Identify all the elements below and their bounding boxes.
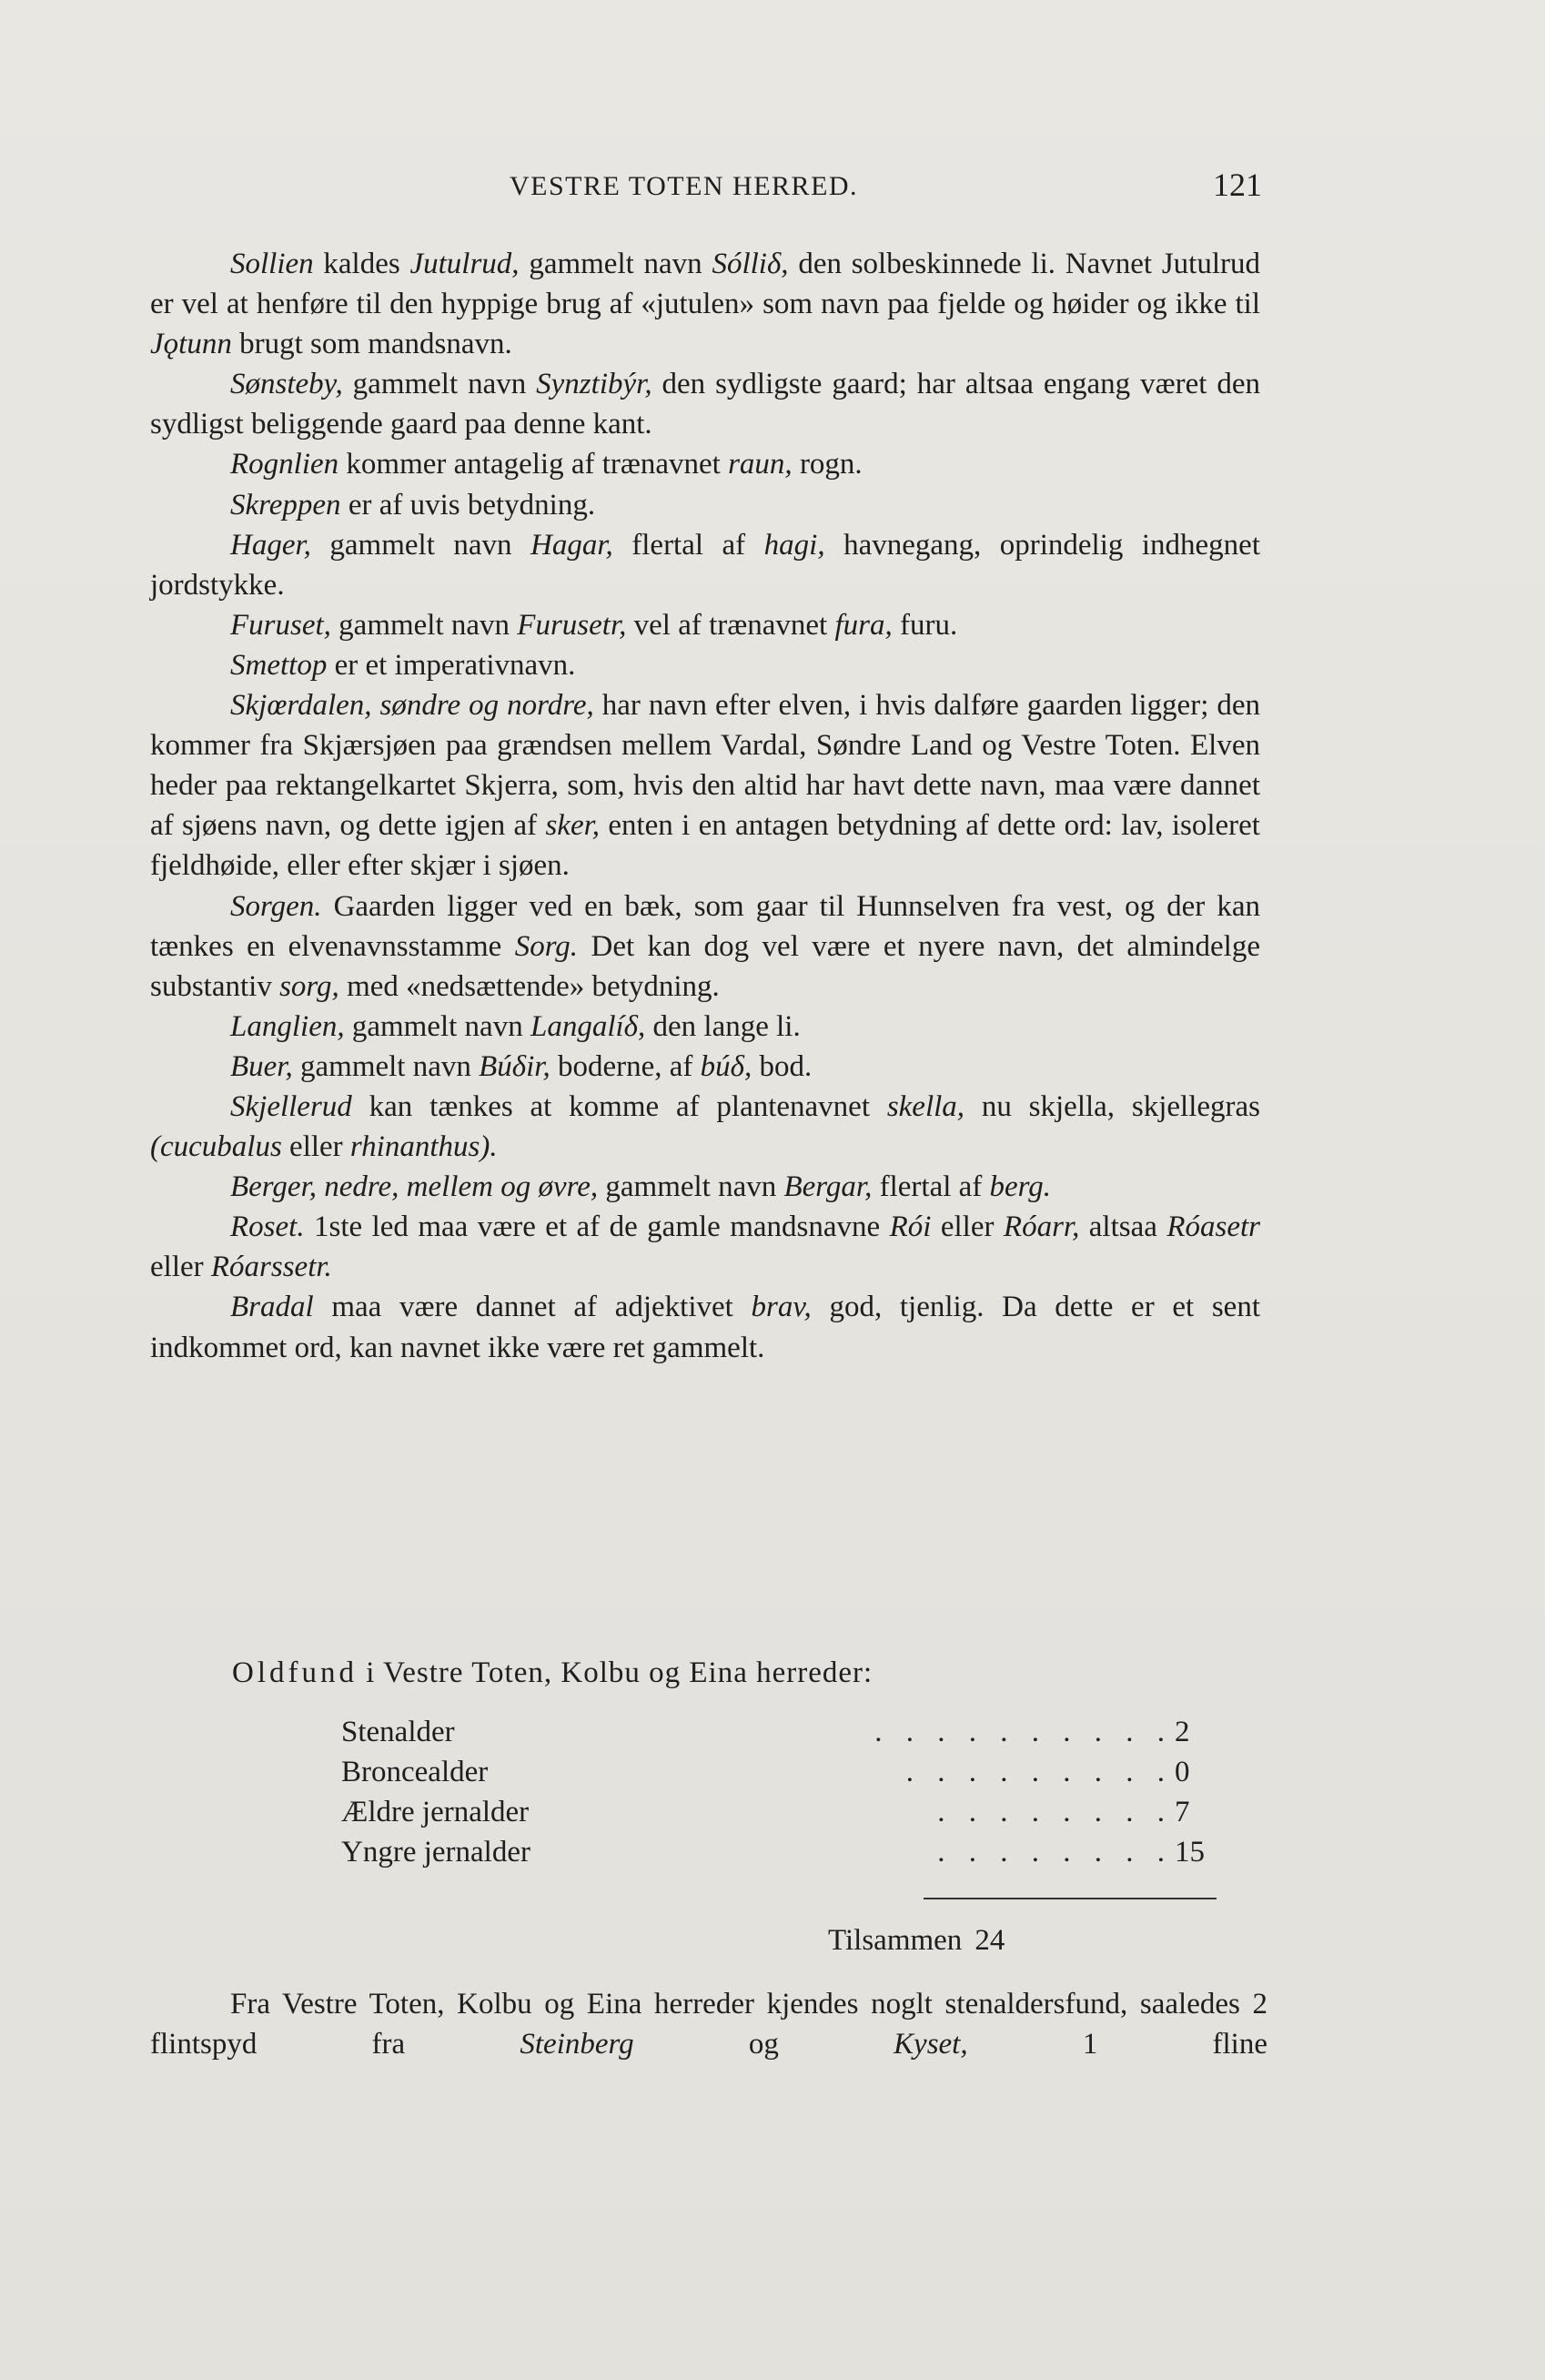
table-row xyxy=(341,1752,1215,1792)
row-label: Broncealder xyxy=(341,1756,489,1788)
table-row xyxy=(341,1792,1215,1832)
paragraph: Skreppen er af uvis betydning. xyxy=(230,488,596,522)
paragraph: Skjœrdalen, søndre og nordre, har navn efter elven, i hvis dalføre gaarden ligger; den kommer fra Skjærsjøen paa grændsen mellem Vardal, Søndre Land og Vestre Toten. Elven heder paa rektangelkartet Skjerra, som, hvis den altid har havt dette navn, maa være dannet af sjøens navn, og dette igjen af sker, enten i en antagen betydning af dette ord: lav, isoleret fjeldhøide, eller efter skjær i sjøen. xyxy=(150,689,1261,883)
italic-term: skella, xyxy=(886,1089,965,1123)
italic-term: Jutulrud, xyxy=(409,248,520,280)
row-leader-dots: . . . . . . . . . xyxy=(905,1756,1173,1788)
table-row xyxy=(341,1832,1215,1872)
italic-term: Sollien xyxy=(230,248,314,280)
sum-rule xyxy=(924,1898,1217,1899)
total-row xyxy=(828,1920,1005,1960)
paragraph: Bradal maa være dannet af adjektivet brav, god, tjenlig. Da dette er et sent indkommet ord, kan navnet ikke være ret gammelt. xyxy=(150,1291,1260,1364)
italic-term: Buer, xyxy=(230,1049,293,1083)
oldfund-table xyxy=(150,1656,1269,1957)
paragraph: Sollien kaldes Jutulrud, gammelt navn Sólliδ, den solbeskinnede li. Navnet Jutulrud er vel at henføre til den hyppige brug af «jutulen» som navn paa fjelde og høider og ikke til Jǫtunn brugt som mandsnavn. xyxy=(150,248,1260,361)
paragraph: Hager, gammelt navn Hagar, flertal af hagi, havnegang, oprindelig indhegnet jordstykke. xyxy=(150,528,1260,602)
row-value: 15 xyxy=(1175,1836,1205,1869)
italic-term: sker, xyxy=(545,809,601,843)
italic-term: Skreppen xyxy=(230,488,341,522)
italic-term: Róarssetr. xyxy=(210,1251,332,1284)
page-number: 121 xyxy=(1213,167,1262,203)
row-leader-dots: . . . . . . . . xyxy=(937,1836,1173,1869)
page-header xyxy=(150,167,1269,217)
italic-term: Langlien, xyxy=(230,1009,345,1043)
italic-term: Kyset, xyxy=(894,2028,968,2061)
row-value: 0 xyxy=(1175,1756,1190,1788)
italic-term: Búδir, xyxy=(479,1049,550,1083)
italic-term: raun, xyxy=(728,448,793,481)
row-value: 2 xyxy=(1175,1716,1190,1748)
total-label: Tilsammen xyxy=(828,1924,963,1957)
italic-term: Jǫtunn xyxy=(150,328,232,361)
oldfund-heading-spaced: Oldfund xyxy=(232,1656,358,1689)
oldfund-heading-rest: i Vestre Toten, Kolbu og Eina herreder: xyxy=(358,1656,873,1689)
row-label: Stenalder xyxy=(341,1716,455,1748)
table-row xyxy=(341,1712,1215,1752)
italic-term: Skjœrdalen, søndre og nordre, xyxy=(230,689,594,723)
italic-term: Smettop xyxy=(230,648,328,682)
body-text xyxy=(150,244,1260,1368)
italic-term: sorg, xyxy=(279,969,339,1003)
paragraph: Berger, nedre, mellem og øvre, gammelt navn Bergar, flertal af berg. xyxy=(230,1170,1052,1204)
italic-term: Rognlien xyxy=(230,448,339,481)
italic-term: Róarr, xyxy=(1003,1210,1080,1244)
oldfund-heading xyxy=(232,1656,1269,1690)
italic-term: fura, xyxy=(834,608,893,642)
italic-term: búδ, xyxy=(700,1049,752,1083)
paragraph: Sorgen. Gaarden ligger ved en bæk, som gaar til Hunnselven fra vest, og der kan tænkes en elvenavnsstamme Sorg. Det kan dog vel være et nyere navn, det almindelge substantiv sorg, med «nedsættende» betydning. xyxy=(150,889,1260,1003)
paragraph: Fra Vestre Toten, Kolbu og Eina herreder kjendes noglt stenaldersfund, saaledes 2 flintspyd fra Steinberg og Kyset, 1 fline xyxy=(150,1988,1267,2061)
italic-term: rhinanthus). xyxy=(349,1130,498,1164)
paragraph: Smettop er et imperativnavn. xyxy=(230,648,576,682)
italic-term: Skjellerud xyxy=(230,1089,352,1123)
paragraph: Roset. 1ste led maa være et af de gamle mandsnavne Rói eller Róarr, altsaa Róasetr eller Róarssetr. xyxy=(150,1210,1261,1284)
italic-term: Berger, nedre, mellem og øvre, xyxy=(230,1170,599,1204)
italic-term: Langalíδ, xyxy=(530,1009,646,1043)
italic-term: Bergar, xyxy=(783,1170,873,1204)
row-label: Ældre jernalder xyxy=(341,1796,530,1828)
italic-term: Bradal xyxy=(230,1291,314,1324)
italic-term: Hagar, xyxy=(530,528,613,562)
row-label: Yngre jernalder xyxy=(341,1836,530,1869)
paragraph: Skjellerud kan tænkes at komme af plantenavnet skella, nu skjella, skjellegras (cucubalus eller rhinanthus). xyxy=(150,1089,1260,1164)
italic-term: Sorgen. xyxy=(230,889,322,923)
italic-term: berg. xyxy=(989,1170,1052,1204)
italic-term: Steinberg xyxy=(520,2028,634,2061)
italic-term: Sønsteby, xyxy=(230,368,343,401)
paragraph: Langlien, gammelt navn Langalíδ, den lange li. xyxy=(230,1009,801,1043)
running-head: VESTRE TOTEN HERRED. xyxy=(510,171,859,201)
italic-term: Hager, xyxy=(230,528,311,562)
italic-term: Furusetr, xyxy=(517,608,627,642)
row-value: 7 xyxy=(1175,1796,1190,1828)
row-leader-dots: . . . . . . . . . . xyxy=(874,1716,1173,1748)
italic-term: brav, xyxy=(751,1291,812,1324)
italic-term: Roset. xyxy=(230,1210,305,1244)
italic-term: Furuset, xyxy=(230,608,331,642)
italic-term: hagi, xyxy=(763,528,825,562)
italic-term: Rói xyxy=(889,1210,932,1244)
italic-term: Synztibýr, xyxy=(536,368,652,401)
paragraph: Sønsteby, gammelt navn Synztibýr, den sydligste gaard; har altsaa engang været den sydligst beliggende gaard paa denne kant. xyxy=(150,368,1260,441)
paragraph: Rognlien kommer antagelig af trænavnet raun, rogn. xyxy=(230,448,863,481)
italic-term: Sorg. xyxy=(514,929,579,963)
total-value: 24 xyxy=(974,1924,1005,1957)
row-leader-dots: . . . . . . . . xyxy=(937,1796,1173,1828)
italic-term: (cucubalus xyxy=(150,1130,282,1164)
paragraph: Furuset, gammelt navn Furusetr, vel af trænavnet fura, furu. xyxy=(230,608,958,642)
italic-term: Sólliδ, xyxy=(712,248,789,280)
italic-term: Róasetr xyxy=(1166,1210,1261,1244)
paragraph: Buer, gammelt navn Búδir, boderne, af búδ, bod. xyxy=(230,1049,813,1083)
final-text xyxy=(150,1984,1267,2064)
